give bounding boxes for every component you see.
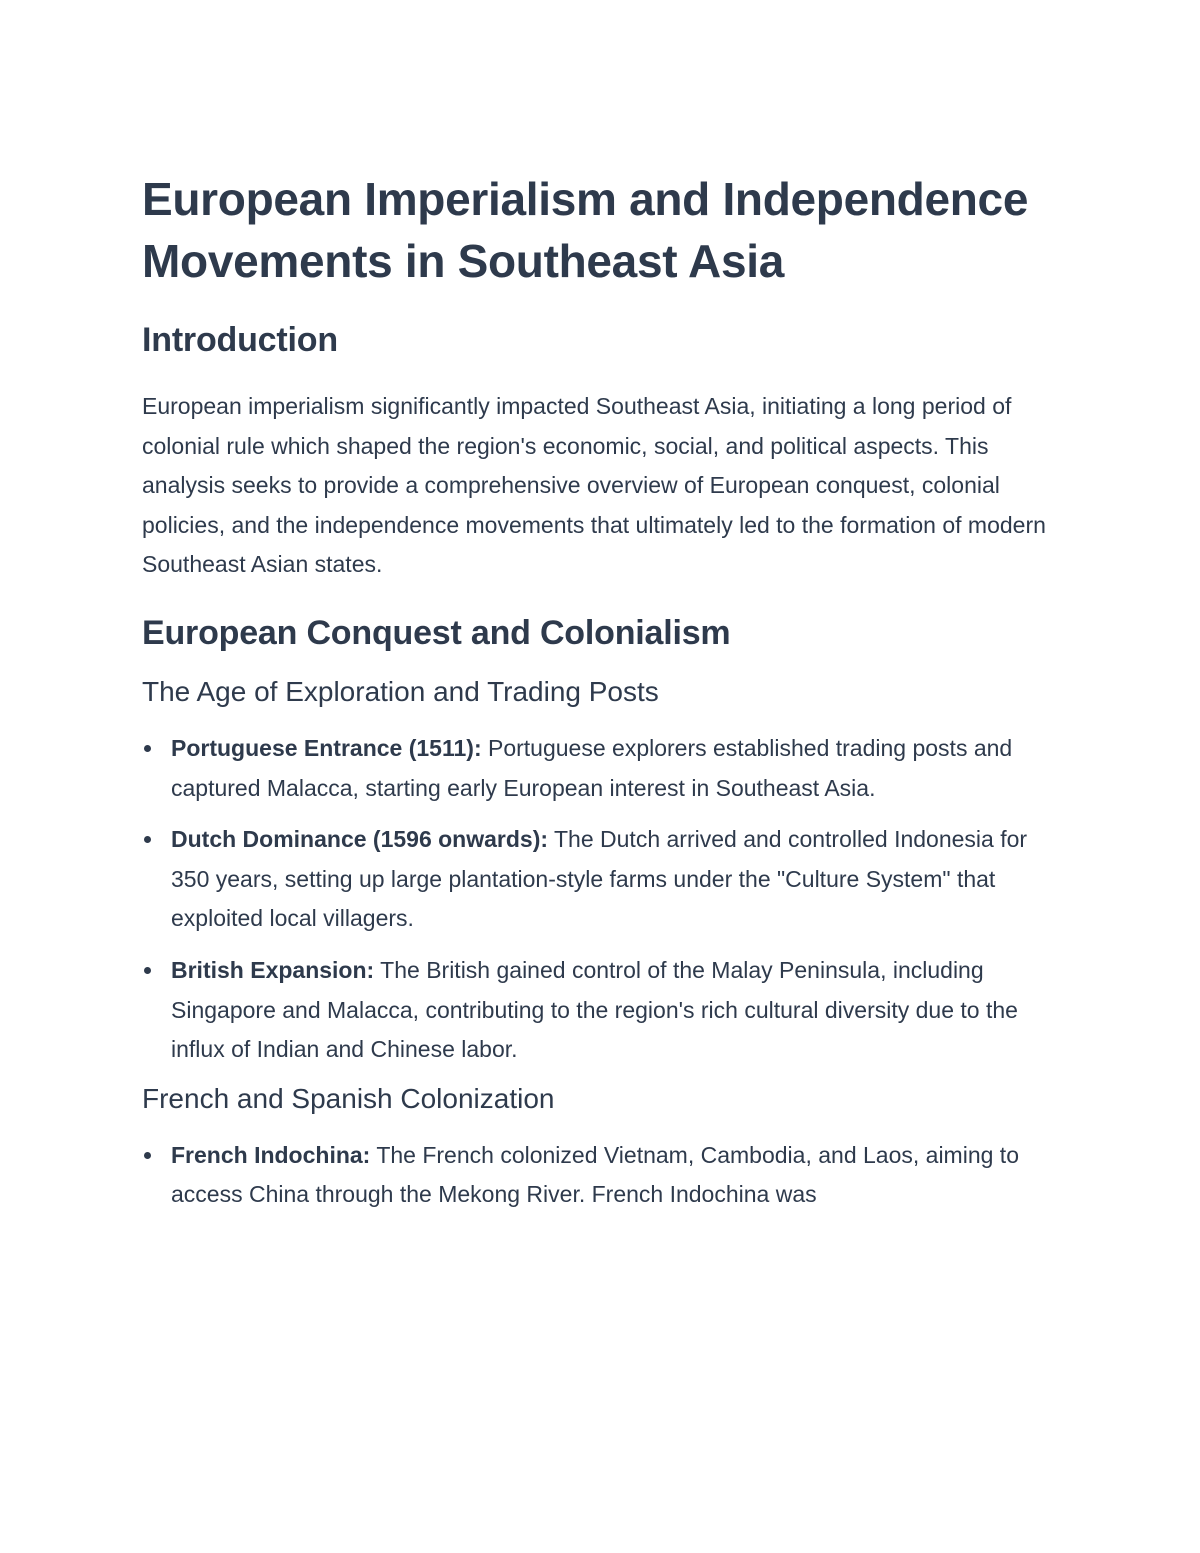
list-item	[142, 729, 1062, 808]
exploration-list	[142, 729, 1062, 1070]
list-item-text: The Dutch arrived and controlled Indonesia for 350 years, setting up large plantation-style farms under the "Culture System" that exploited local villagers.	[171, 826, 1028, 932]
list-item-text: The French colonized Vietnam, Cambodia, and Laos, aiming to access China through the Mekong River. French Indochina was	[171, 1141, 1019, 1208]
list-item	[142, 951, 1062, 1070]
introduction-paragraph: European imperialism significantly impacted Southeast Asia, initiating a long period of colonial rule which shaped the region's economic, social, and political aspects. This analysis seeks to provide a comprehensive overview of European conquest, colonial policies, and the independence movements that ultimately led to the formation of modern Southeast Asian states.	[142, 393, 1046, 578]
exploration-subheading: The Age of Exploration and Trading Posts	[142, 675, 659, 707]
list-item	[142, 1136, 1062, 1215]
list-item-term: British Expansion:	[171, 956, 375, 983]
list-item-text: Portuguese explorers established trading posts and captured Malacca, starting early European interest in Southeast Asia.	[171, 734, 1013, 801]
document-page	[142, 168, 1062, 1215]
bullet-icon	[144, 836, 151, 843]
list-item-term: Dutch Dominance (1596 onwards):	[171, 826, 549, 853]
list-item	[142, 820, 1062, 939]
conquest-heading: European Conquest and Colonialism	[142, 613, 731, 652]
bullet-icon	[144, 745, 151, 752]
list-item-term: Portuguese Entrance (1511):	[171, 734, 482, 761]
bullet-icon	[144, 967, 151, 974]
bullet-icon	[144, 1152, 151, 1159]
french-spanish-subheading: French and Spanish Colonization	[142, 1082, 555, 1114]
document-title: European Imperialism and Independence Movements in Southeast Asia	[142, 173, 1029, 287]
introduction-heading: Introduction	[142, 321, 338, 359]
list-item-term: French Indochina:	[171, 1141, 371, 1168]
list-item-text: The British gained control of the Malay Peninsula, including Singapore and Malacca, contributing to the region's rich cultural diversity due to the influx of Indian and Chinese labor.	[171, 956, 1018, 1063]
french-spanish-list	[142, 1136, 1062, 1215]
